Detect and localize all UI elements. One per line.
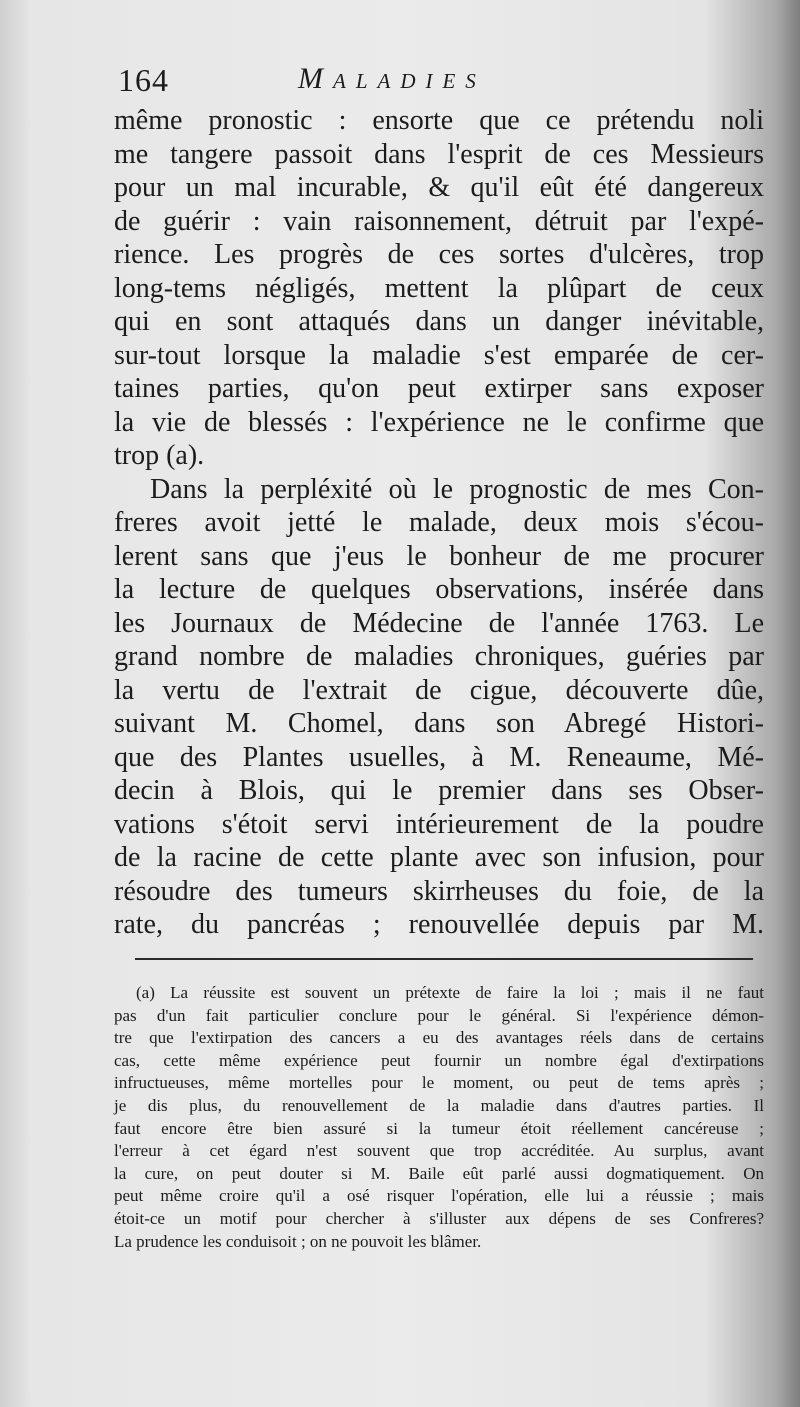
footnote-line: peut même croire qu'il a osé risquer l'opération, elle lui a réussie ; mais (114, 1186, 764, 1206)
footnote-rule (135, 958, 753, 960)
footnote-line: la cure, on peut douter si M. Baile eût parlé aussi dogmatiquement. On (114, 1163, 764, 1183)
body-line: résoudre des tumeurs skirrheuses du foie, de la (114, 875, 764, 907)
body-line: suivant M. Chomel, dans son Abregé Histori- (114, 708, 764, 739)
footnote-line: infructueuses, même mortelles pour le moment, ou peut de tems après ; (114, 1073, 764, 1093)
body-text (114, 104, 764, 942)
footnote-line: l'erreur à cet égard n'est souvent que trop accréditée. Au surplus, avant (114, 1141, 764, 1161)
body-line: même pronostic : ensorte que ce prétendu noli (114, 105, 764, 136)
footnote-line: je dis plus, du renouvellement de la maladie dans d'autres parties. Il (114, 1095, 764, 1115)
body-line: les Journaux de Médecine de l'année 1763. Le (114, 607, 764, 639)
footnote-line: (a) La réussite est souvent un prétexte de faire la loi ; mais il ne faut (136, 983, 764, 1002)
body-line: de guérir : vain raisonnement, détruit par l'expé- (114, 205, 764, 237)
body-line: vations s'étoit servi intérieurement de la poudre (114, 808, 764, 840)
body-line: que des Plantes usuelles, à M. Reneaume, Mé- (114, 741, 764, 773)
body-line: grand nombre de maladies chroniques, guéries par (114, 641, 764, 672)
footnote-line: La prudence les conduisoit ; on ne pouvoit les blâmer. (114, 1231, 482, 1251)
body-line: taines parties, qu'on peut extirper sans exposer (114, 373, 764, 404)
body-line: la lecture de quelques observations, insérée dans (114, 574, 764, 605)
footnote-line: cas, cette même expérience peut fournir un nombre égal d'extirpations (114, 1050, 764, 1070)
footnote-line: tre que l'extirpation des cancers a eu des avantages réels dans de certains (114, 1028, 764, 1048)
body-line: me tangere passoit dans l'esprit de ces Messieurs (114, 138, 764, 170)
footnote-line: faut encore être bien assuré si la tumeur étoit réellement cancéreuse ; (114, 1118, 764, 1138)
body-line: freres avoit jetté le malade, deux mois s'écou- (114, 507, 764, 538)
footnote-line: étoit-ce un motif pour chercher à s'illuster aux dépens de ses Confreres? (114, 1208, 764, 1228)
footnote-line: pas d'un fait particulier conclure pour le général. Si l'expérience démon- (114, 1005, 764, 1025)
running-title: Maladies (298, 62, 486, 95)
body-line: qui en sont attaqués dans un danger inévitable, (114, 306, 764, 337)
page-number: 164 (118, 62, 169, 98)
body-line: long-tems négligés, mettent la plûpart de ceux (114, 272, 764, 304)
page-header (114, 62, 764, 102)
body-line: trop (a). (114, 440, 205, 471)
body-line: la vie de blessés : l'expérience ne le confirme que (114, 406, 764, 438)
body-line: Dans la perpléxité où le prognostic de mes Con- (150, 473, 764, 505)
footnote (114, 982, 764, 1253)
body-line: sur-tout lorsque la maladie s'est emparée de cer- (114, 339, 764, 371)
body-line: decin à Blois, qui le premier dans ses Obser- (114, 775, 764, 806)
body-line: la vertu de l'extrait de cigue, découverte dûe, (114, 674, 764, 706)
body-line: pour un mal incurable, & qu'il eût été dangereux (114, 172, 764, 203)
body-line: rience. Les progrès de ces sortes d'ulcères, trop (114, 239, 764, 270)
body-line: de la racine de cette plante avec son infusion, pour (114, 842, 764, 873)
body-line: lerent sans que j'eus le bonheur de me procurer (114, 540, 764, 572)
body-line: rate, du pancréas ; renouvellée depuis par M. (114, 909, 764, 940)
